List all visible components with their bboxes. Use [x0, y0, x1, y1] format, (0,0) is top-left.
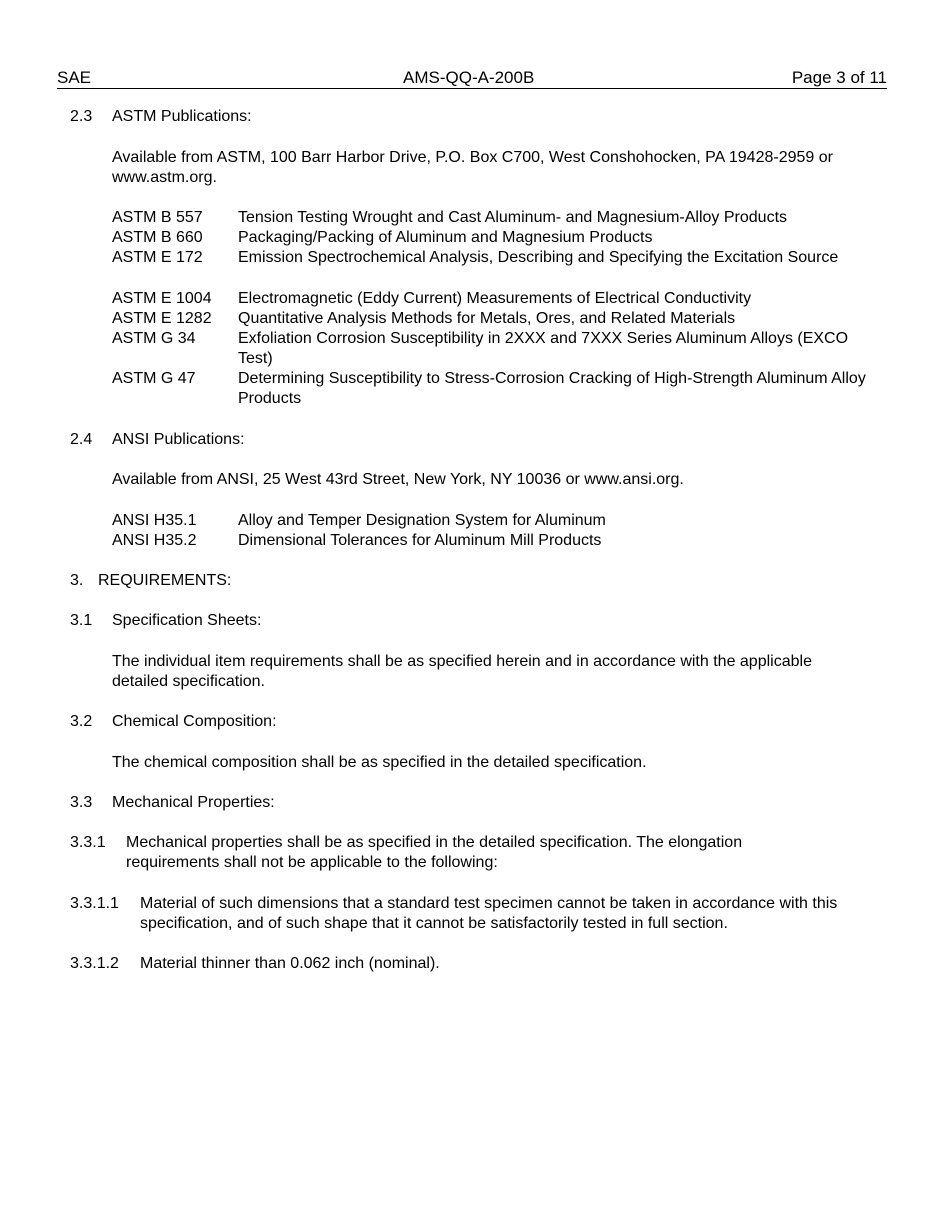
header-page-number: Page 3 of 11	[791, 68, 887, 87]
reference-item	[112, 369, 872, 409]
section-2-4-title: ANSI Publications:	[112, 431, 245, 448]
reference-description: Alloy and Temper Designation System for Aluminum	[238, 512, 606, 529]
section-3-1-number: 3.1	[70, 612, 93, 629]
reference-description: Quantitative Analysis Methods for Metals, Ores, and Related Materials	[238, 310, 736, 327]
reference-item	[112, 309, 872, 329]
header-org: SAE	[57, 68, 92, 87]
section-3-2-text: The chemical composition shall be as specified in the detailed specification.	[112, 754, 647, 771]
reference-description: Packaging/Packing of Aluminum and Magnesium Products	[238, 229, 653, 246]
section-2-4-number: 2.4	[70, 431, 93, 448]
reference-item	[112, 208, 872, 228]
reference-code: ASTM E 1004	[112, 290, 212, 307]
section-3-3-1-1-number: 3.3.1.1	[70, 895, 119, 912]
section-3-3-1-2-number: 3.3.1.2	[70, 955, 119, 972]
reference-description: Determining Susceptibility to Stress-Corrosion Cracking of High-Strength Aluminum Alloy Products	[238, 370, 866, 407]
page-header	[57, 68, 887, 89]
section-2-3-availability: Available from ASTM, 100 Barr Harbor Drive, P.O. Box C700, West Conshohocken, PA 19428-2959 or www.astm.org.	[112, 149, 833, 186]
reference-code: ASTM E 1282	[112, 310, 212, 327]
section-3-3-1-number: 3.3.1	[70, 834, 106, 851]
section-3-3-title: Mechanical Properties:	[112, 794, 275, 811]
reference-description: Dimensional Tolerances for Aluminum Mill Products	[238, 532, 602, 549]
section-2-3-title: ASTM Publications:	[112, 108, 252, 125]
reference-description: Emission Spectrochemical Analysis, Describing and Specifying the Excitation Source	[238, 249, 839, 266]
reference-code: ASTM E 172	[112, 249, 203, 266]
reference-description: Tension Testing Wrought and Cast Aluminum- and Magnesium-Alloy Products	[238, 209, 788, 226]
reference-code: ASTM G 34	[112, 330, 196, 347]
reference-item	[112, 248, 872, 268]
section-3-3-1-2-text: Material thinner than 0.062 inch (nominal).	[140, 955, 440, 972]
section-3-1-title: Specification Sheets:	[112, 612, 262, 629]
section-2-4-availability: Available from ANSI, 25 West 43rd Street, New York, NY 10036 or www.ansi.org.	[112, 471, 684, 488]
reference-item	[112, 289, 872, 309]
reference-code: ASTM G 47	[112, 370, 196, 387]
reference-item	[112, 531, 872, 551]
section-3-title: REQUIREMENTS:	[98, 572, 232, 589]
reference-item	[112, 329, 872, 369]
reference-code: ANSI H35.2	[112, 532, 197, 549]
section-3-2-number: 3.2	[70, 713, 93, 730]
section-3-3-1-text: Mechanical properties shall be as specified in the detailed specification. The elongation requirements shall not be applicable to the following:	[126, 834, 743, 871]
header-doc-id: AMS-QQ-A-200B	[403, 68, 535, 87]
reference-item	[112, 228, 872, 248]
section-3-2-title: Chemical Composition:	[112, 713, 277, 730]
reference-code: ASTM B 557	[112, 209, 203, 226]
reference-item	[112, 511, 872, 531]
section-3-1-text: The individual item requirements shall be as specified herein and in accordance with the applicable detailed specification.	[112, 653, 812, 690]
section-3-3-number: 3.3	[70, 794, 93, 811]
section-2-3-number: 2.3	[70, 108, 93, 125]
section-3-3-1-1-text: Material of such dimensions that a standard test specimen cannot be taken in accordance with this specification, and of such shape that it cannot be satisfactorily tested in full section.	[140, 895, 838, 932]
reference-code: ANSI H35.1	[112, 512, 197, 529]
section-3-number: 3.	[70, 572, 84, 589]
reference-code: ASTM B 660	[112, 229, 203, 246]
reference-description: Exfoliation Corrosion Susceptibility in 2XXX and 7XXX Series Aluminum Alloys (EXCO Test)	[238, 330, 849, 367]
reference-description: Electromagnetic (Eddy Current) Measurements of Electrical Conductivity	[238, 290, 752, 307]
